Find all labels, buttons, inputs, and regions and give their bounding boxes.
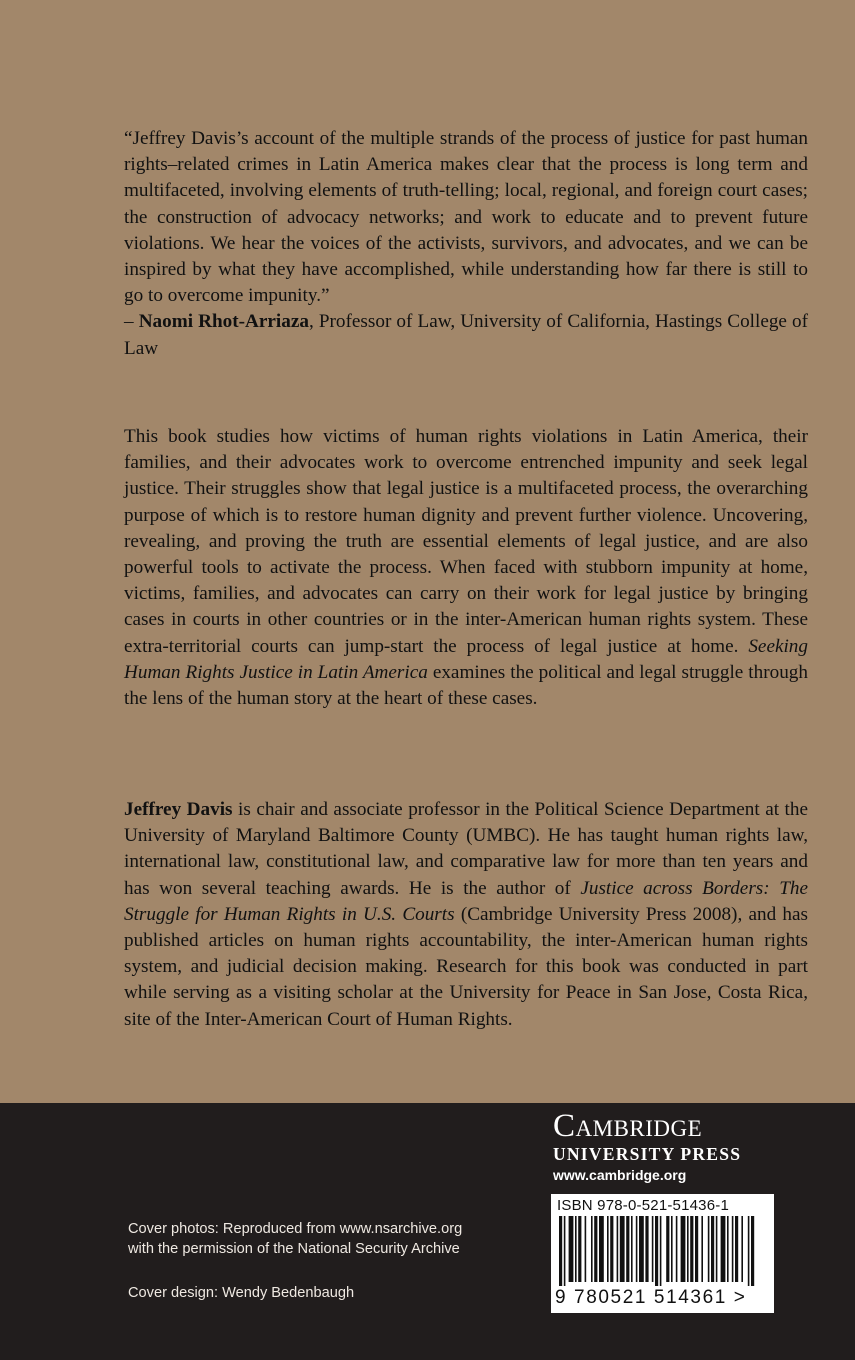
barcode-bar [564, 1216, 566, 1286]
publisher-subtitle: UNIVERSITY PRESS [553, 1144, 742, 1164]
photo-credit-line-1: Cover photos: Reproduced from www.nsarchive.org [128, 1221, 463, 1237]
barcode-icon [559, 1216, 767, 1286]
barcode-bar [748, 1216, 750, 1286]
author-bio [124, 797, 808, 1033]
cover-design-credit: Cover design: Wendy Bedenbaugh [128, 1285, 355, 1301]
quote-text: “Jeffrey Davis’s account of the multiple strands of the process of justice for past human rights–related crimes in Latin America makes clear that the process is long term and multifaceted, involving elements of truth-telling; local, regional, and foreign court cases; the construction of advocacy networks; and work to educate and to prevent future violations. We hear the voices of the activists, survivors, and advocates, and we can be inspired by what they have accomplished, while understanding how far there is still to go to overcome impunity.” [124, 128, 808, 307]
barcode-bar [578, 1216, 581, 1282]
barcode-bar [594, 1216, 597, 1282]
barcode-bar [607, 1216, 609, 1282]
barcode-bar [690, 1216, 693, 1282]
description-book-title: Seeking Human Rights Justice in Latin America [124, 635, 808, 683]
barcode-bar [655, 1216, 658, 1286]
barcode-bar [751, 1216, 754, 1286]
book-description [124, 424, 808, 712]
barcode-bar [695, 1216, 698, 1282]
barcode-bar [610, 1216, 613, 1282]
barcode-bar [652, 1216, 654, 1282]
quote-attribution-role: , Professor of Law, University of California, Hastings College of Law [124, 311, 809, 359]
barcode-bar [639, 1216, 644, 1282]
barcode-bar [617, 1216, 619, 1282]
barcode-bar [645, 1216, 648, 1282]
barcode-bar [575, 1216, 577, 1282]
bio-text-start: is chair and associate professor in the Political Science Department at the University of Maryland Baltimore County (UMBC). He has taught human rights law, international law, constitutional law, and comparative law for more than ten years and has won several teaching awards. He is the author of [124, 799, 809, 899]
publisher-name: Cambridge [553, 1108, 703, 1144]
barcode-bar [681, 1216, 686, 1282]
barcode-bar [732, 1216, 734, 1282]
quote-attribution-name: Naomi Rhot-Arriaza [138, 311, 309, 333]
barcode-digits: 9 780521 514361 > [555, 1287, 747, 1308]
publisher-logo [553, 1108, 775, 1186]
publisher-url: www.cambridge.org [553, 1167, 687, 1183]
bio-prior-book: Justice across Borders: The Struggle for Human Rights in U.S. Courts [124, 877, 808, 925]
isbn-label: ISBN 978-0-521-51436-1 [557, 1197, 730, 1214]
barcode-bar [569, 1216, 574, 1282]
bio-text-end: (Cambridge University Press 2008), and has published articles on human rights accountability, the inter-American human rights system, and judicial decision making. Research for this book was conducted in part while serving as a visiting scholar at the University for Peace in San Jose, Costa Rica, site of the Inter-American Court of Human Rights. [124, 903, 808, 1030]
barcode-bar [585, 1216, 587, 1282]
barcode-bar [687, 1216, 689, 1282]
barcode-bar [701, 1216, 703, 1282]
barcode-bar [660, 1216, 662, 1286]
description-text: This book studies how victims of human rights violations in Latin America, their families, and their advocates work to overcome entrenched impunity and seek legal justice. Their struggles show that legal justice is a multifaceted process, the overarching purpose of which is to restore human dignity and prevent further violence. Uncovering, revealing, and proving the truth are essential elements of legal justice, and are also powerful tools to activate the process. When faced with stubborn impunity at home, victims, families, and advocates can carry on their work for legal justice by bringing cases in courts in other countries or in the inter-American human rights system. These extra-territorial courts can jump-start the process of legal justice at home. [124, 426, 808, 657]
barcode-bar [636, 1216, 638, 1282]
endorsement-quote [124, 126, 808, 362]
barcode-bar [666, 1216, 669, 1282]
description-text-end: examines the political and legal struggle through the lens of the human story at the heart of these cases. [124, 661, 808, 710]
quote-dash: – [124, 311, 139, 333]
barcode-bar [716, 1216, 718, 1282]
barcode-bar [631, 1216, 633, 1282]
barcode-bar [676, 1216, 678, 1282]
cover-photo-credit [128, 1219, 462, 1259]
barcode-bar [671, 1216, 673, 1282]
bio-author-name: Jeffrey Davis [124, 799, 233, 820]
barcode-bar [591, 1216, 593, 1282]
barcode-bar [721, 1216, 726, 1282]
barcode-bar [626, 1216, 629, 1282]
barcode-bar [741, 1216, 743, 1282]
barcode-bar [735, 1216, 738, 1282]
barcode-bar [708, 1216, 710, 1282]
photo-credit-line-2: with the permission of the National Security Archive [128, 1241, 460, 1257]
barcode-bar [620, 1216, 625, 1282]
barcode-bar [711, 1216, 714, 1282]
barcode-bar [727, 1216, 729, 1282]
barcode-bar [559, 1216, 562, 1286]
isbn-barcode [551, 1194, 774, 1313]
barcode-bar [599, 1216, 604, 1282]
